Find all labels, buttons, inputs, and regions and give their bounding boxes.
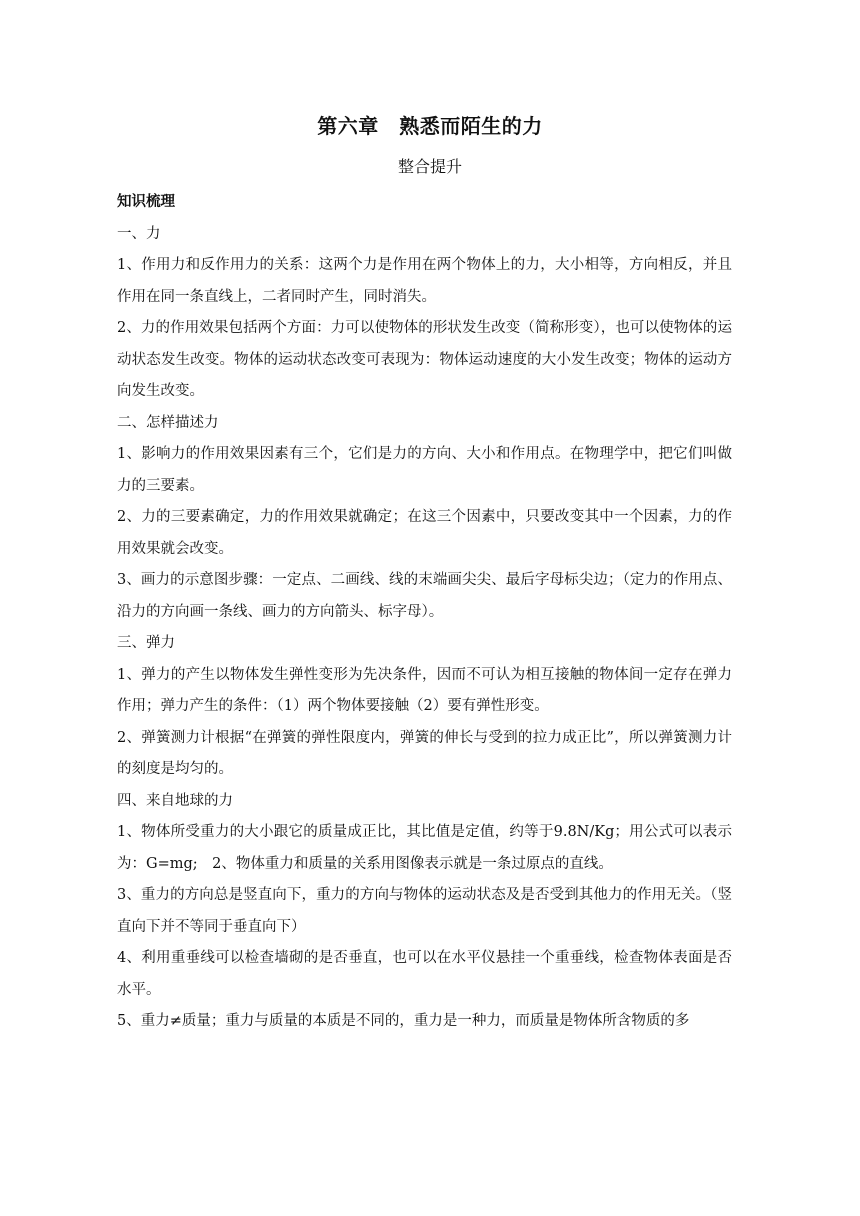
paragraph: 2、弹簧测力计根据“在弹簧的弹性限度内，弹簧的伸长与受到的拉力成正比”，所以弹簧测力计的刻度是均匀的。 (117, 729, 732, 777)
paragraph: 1、物体所受重力的大小跟它的质量成正比，其比值是定值，约等于9.8N/Kg；用公式可以表示为：G=mg; 2、物体重力和质量的关系用图像表示就是一条过原点的直线。 (117, 824, 732, 872)
document-body (117, 187, 732, 1038)
paragraph: 1、作用力和反作用力的关系：这两个力是作用在两个物体上的力，大小相等，方向相反，并且作用在同一条直线上，二者同时产生，同时消失。 (117, 257, 732, 305)
paragraph: 1、影响力的作用效果因素有三个，它们是力的方向、大小和作用点。在物理学中，把它们叫做力的三要素。 (117, 446, 732, 494)
section-title-gravity: 四、来自地球的力 (117, 792, 233, 809)
paragraph: 3、重力的方向总是竖直向下，重力的方向与物体的运动状态及是否受到其他力的作用无关。（竖直向下并不等同于垂直向下） (117, 887, 732, 935)
section-heading: 知识梳理 (117, 194, 175, 210)
section-title-describe-force: 二、怎样描述力 (117, 414, 219, 431)
paragraph: 3、画力的示意图步骤：一定点、二画线、线的末端画尖尖、最后字母标尖边；（定力的作用点、沿力的方向画一条线、画力的方向箭头、标字母）。 (117, 572, 732, 620)
paragraph: 4、利用重垂线可以检查墙砌的是否垂直，也可以在水平仪悬挂一个重垂线，检查物体表面是否水平。 (117, 950, 732, 998)
paragraph: 5、重力≠质量；重力与质量的本质是不同的，重力是一种力，而质量是物体所含物质的多 (117, 1013, 690, 1029)
page-title: 第六章 熟悉而陌生的力 (317, 114, 543, 138)
section-title-force: 一、力 (117, 225, 161, 242)
paragraph: 2、力的三要素确定，力的作用效果就确定；在这三个因素中，只要改变其中一个因素，力的作用效果就会改变。 (117, 509, 732, 557)
paragraph: 2、力的作用效果包括两个方面：力可以使物体的形状发生改变（简称形变），也可以使物体的运动状态发生改变。物体的运动状态改变可表现为：物体运动速度的大小发生改变；物体的运动方向发生改变。 (117, 320, 732, 399)
page-subtitle: 整合提升 (397, 157, 462, 176)
section-title-elastic-force: 三、弹力 (117, 635, 175, 651)
paragraph: 1、弹力的产生以物体发生弹性变形为先决条件，因而不可认为相互接触的物体间一定存在弹力作用；弹力产生的条件：（1）两个物体要接触（2）要有弹性形变。 (117, 666, 732, 714)
